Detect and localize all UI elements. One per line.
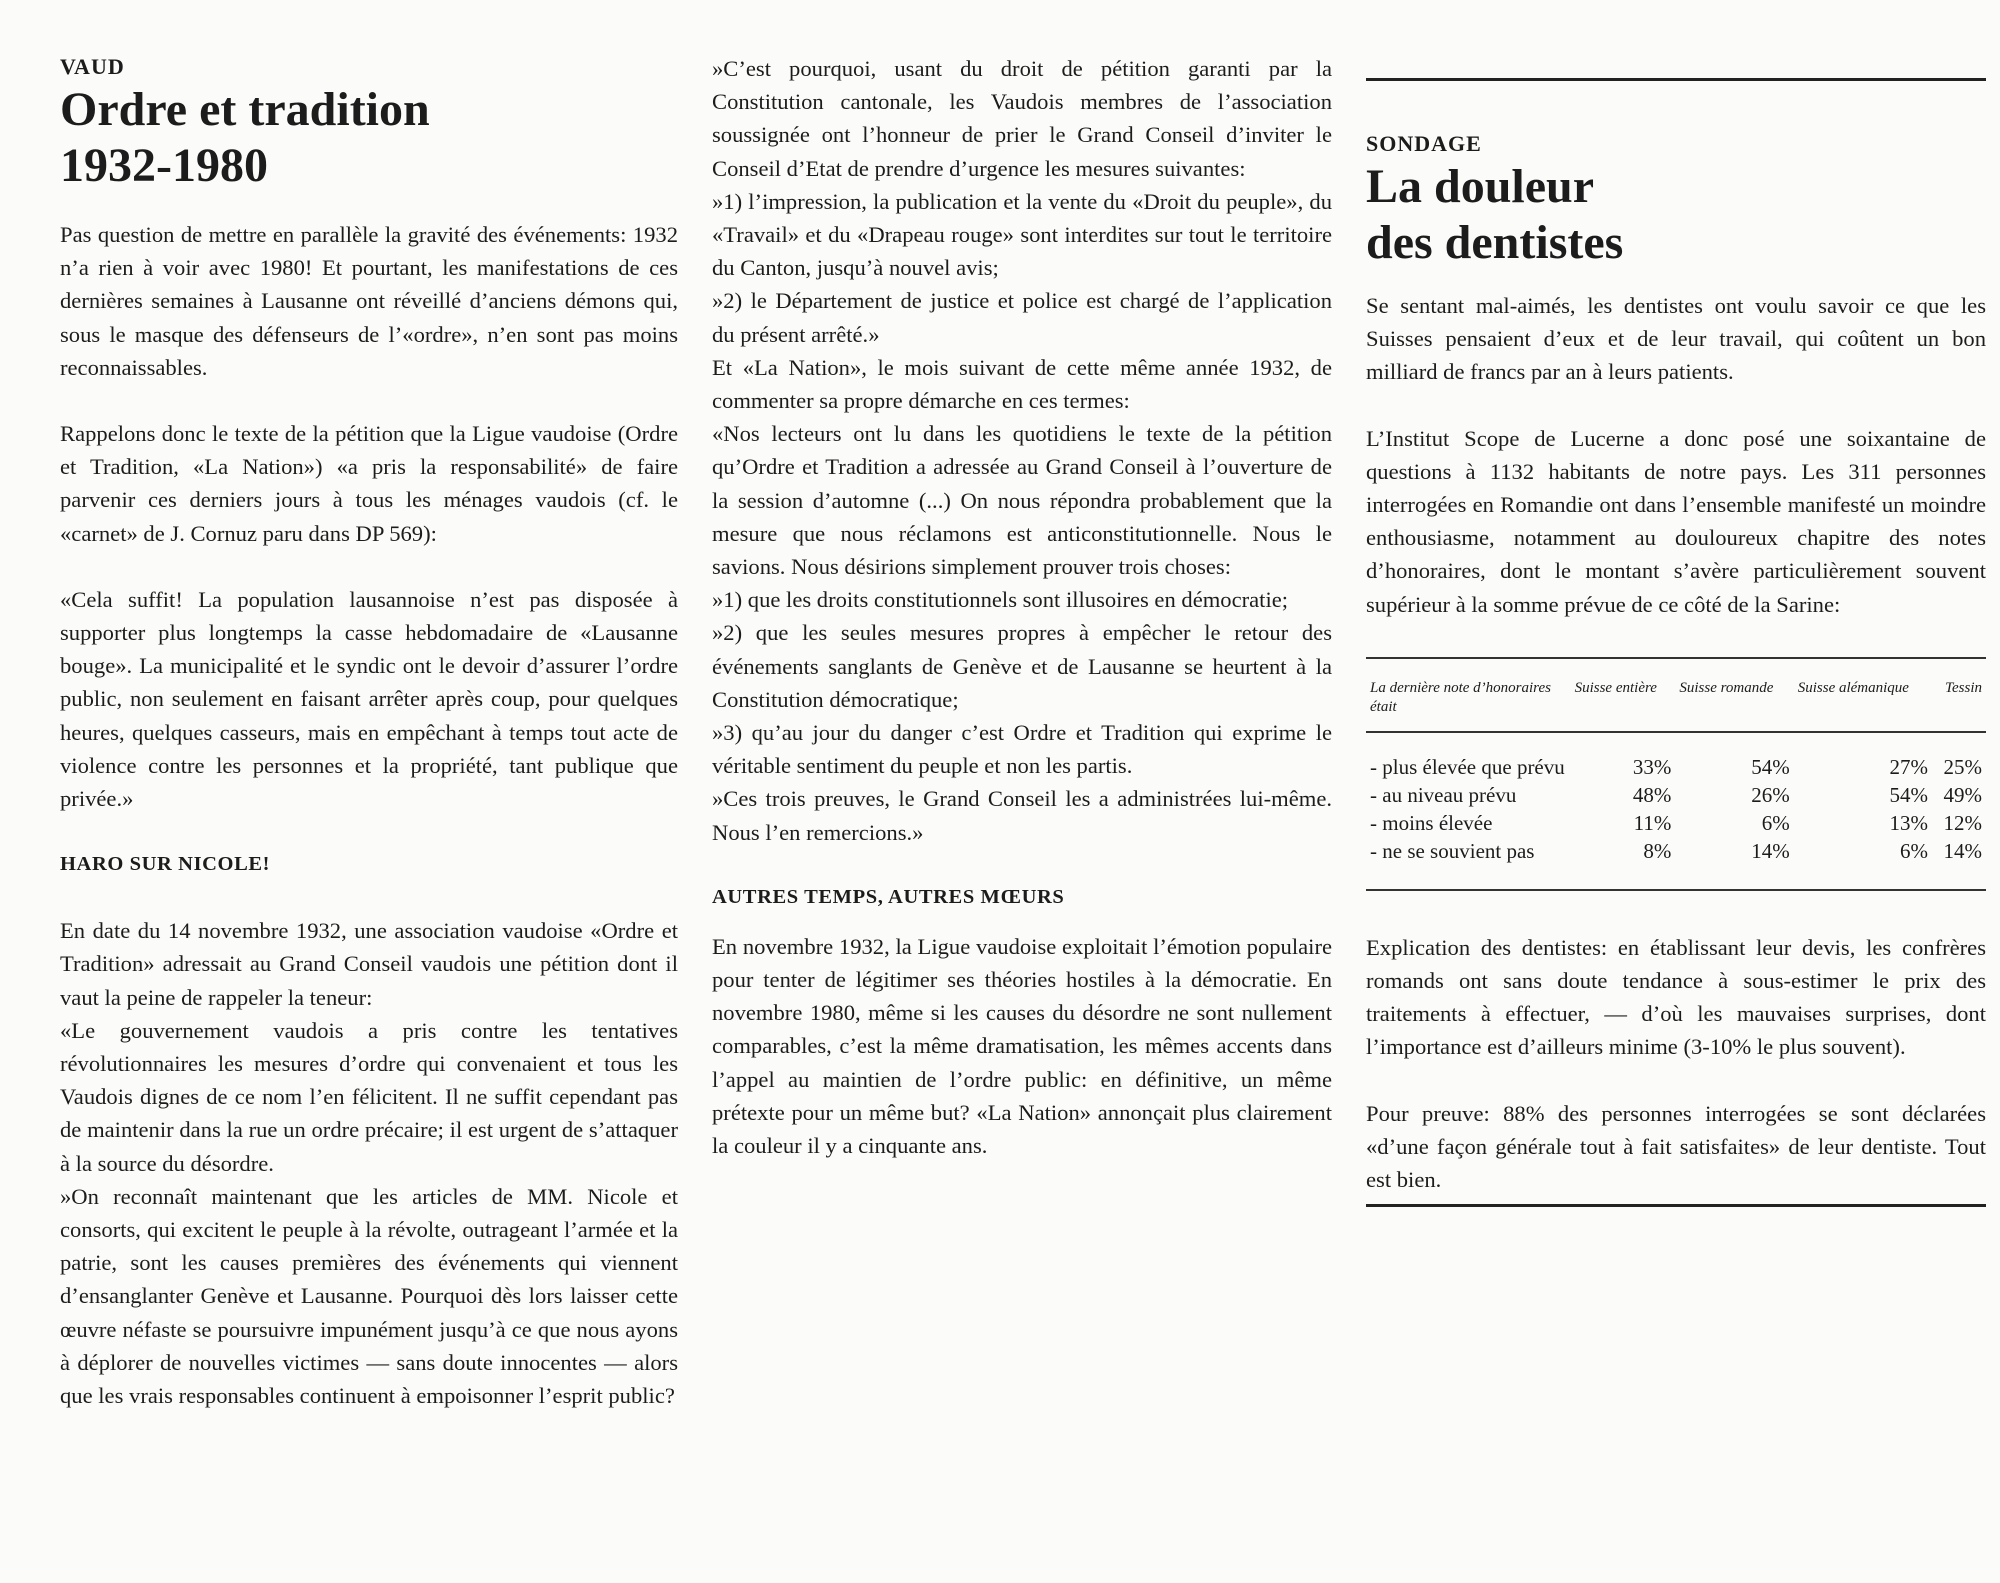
title-line-2: des dentistes [1366, 216, 1624, 269]
table-header-cell: Suisse entière [1571, 658, 1676, 732]
table-cell: 6% [1761, 810, 1790, 835]
table-header-cell: Tessin [1932, 658, 1986, 732]
paragraph: »2) que les seules mesures propres à empêcher le retour des événements sanglants de Genève et de Lausanne se heurtent à la Constitution démocratique; [712, 620, 1332, 712]
table-cell: 54% [1889, 782, 1929, 807]
table-cell: - au niveau prévu [1370, 782, 1517, 807]
table-row [1366, 837, 1986, 890]
section-kicker: VAUD [60, 54, 125, 79]
table-cell: - moins élevée [1370, 810, 1493, 835]
table-cell: 14% [1943, 838, 1982, 863]
paragraph: Explication des dentistes: en établissant leur devis, les confrères romands ont sans doute tendance à sous-estimer le prix des traitements à effectuer, — d’où les mauvaises surprises, dont l’importance est d’ailleurs minime (3-10% le plus souvent). [1366, 934, 1986, 1060]
table-cell: 6% [1900, 838, 1929, 863]
table-cell: 54% [1751, 754, 1790, 779]
table-header-cell: Suisse alémanique [1794, 658, 1932, 732]
paragraph: «Cela suffit! La population lausannoise n’est pas disposée à supporter plus longtemps la casse hebdomadaire de «Lausanne bouge». La municipalité et le syndic ont le devoir d’assurer l’ordre public, non seulement en faisant arrêter après coup, pour quelques heures, quelques casseurs, mais en empêchant à temps tout acte de violence contre les personnes et la propriété, tant publique que privée.» [60, 586, 678, 812]
paragraph: Pas question de mettre en parallèle la gravité des événements: 1932 n’a rien à voir avec 1980! Et pourtant, les manifestations de ces dernières semaines à Lausanne ont réveillé d’anciens démons qui, sous le masque des défenseurs de l’«ordre», n’en sont pas moins reconnaissables. [60, 222, 678, 380]
paragraph: »C’est pourquoi, usant du droit de pétition garanti par la Constitution cantonale, les Vaudois membres de l’association soussignée ont l’honneur de prier le Grand Conseil d’inviter le Conseil d’Etat de prendre d’urgence les mesures suivantes: [712, 56, 1332, 181]
paragraph: »3) qu’au jour du danger c’est Ordre et Tradition qui exprime le véritable sentiment du peuple et non les partis. [712, 720, 1332, 779]
table-cell: 14% [1751, 838, 1790, 863]
paragraph: »On reconnaît maintenant que les articles de MM. Nicole et consorts, qui excitent le peuple à la révolte, outrageant l’armée et la patrie, sont les causes premières des événements qui viennent d’ensanglanter Genève et Lausanne. Pourquoi dès lors laisser cette œuvre néfaste se poursuivre impunément jusqu’à ce que nous ayons à déplorer de nouvelles victimes — sans doute innocentes — alors que les vrais responsables continuent à empoisonner l’esprit public? [60, 1183, 678, 1409]
article-separator [1366, 78, 1986, 81]
table-cell: 48% [1632, 782, 1672, 807]
paragraph: Rappelons donc le texte de la pétition que la Ligue vaudoise (Ordre et Tradition, «La Nation») «a pris la responsabilité» de faire parvenir ces derniers jours à tous les ménages vaudois (cf. le «carnet» de J. Cornuz paru dans DP 569): [60, 421, 678, 546]
paragraph: »Ces trois preuves, le Grand Conseil les a administrées lui-même. Nous l’en remercions.» [712, 786, 1332, 845]
table-cell: - plus élevée que prévu [1370, 754, 1565, 779]
table-cell: 27% [1889, 754, 1929, 779]
table-cell: 49% [1943, 782, 1982, 807]
table-cell: 8% [1643, 838, 1672, 863]
section-kicker: SONDAGE [1366, 131, 1482, 156]
article-title [60, 82, 678, 194]
title-line-1: Ordre et tradition [60, 83, 430, 136]
paragraph: »1) que les droits constitutionnels sont illusoires en démocratie; [712, 587, 1289, 613]
paragraph: En date du 14 novembre 1932, une association vaudoise «Ordre et Tradition» adressait au Grand Conseil vaudois une pétition dont il vaut la peine de rappeler la teneur: [60, 918, 678, 1010]
title-line-2: 1932-1980 [60, 139, 268, 192]
subheading: HARO SUR NICOLE! [60, 853, 271, 876]
paragraph: Se sentant mal-aimés, les dentistes ont voulu savoir ce que les Suisses pensaient d’eux et de leur travail, qui coûtent un bon milliard de francs par an à leurs patients. [1366, 293, 1986, 385]
paragraph: »1) l’impression, la publication et la vente du «Droit du peuple», du «Travail» et du «Drapeau rouge» sont interdites sur tout le territoire du Canton, jusqu’à nouvel avis; [712, 188, 1332, 281]
table-cell: - ne se souvient pas [1370, 838, 1535, 863]
title-line-1: La douleur [1366, 160, 1595, 213]
column-3 [1366, 52, 1986, 1207]
table-cell: 33% [1632, 754, 1672, 779]
paragraph: L’Institut Scope de Lucerne a donc posé une soixantaine de questions à 1132 habitants de notre pays. Les 311 personnes interrogées en Romandie ont dans l’ensemble manifesté un moindre enthousiasme, notamment au douloureux chapitre des notes d’honoraires, dont le montant s’avère particulièrement souvent supérieur à la somme prévue de ce côté de la Sarine: [1366, 425, 1986, 617]
article-end-rule [1366, 1204, 1986, 1207]
article-title [1366, 159, 1986, 271]
table-cell: 25% [1943, 754, 1982, 779]
column-1 [60, 52, 678, 1412]
column-2 [712, 52, 1332, 1162]
table-cell: 13% [1889, 810, 1929, 835]
table-header-row [1366, 658, 1986, 732]
paragraph: «Nos lecteurs ont lu dans les quotidiens le texte de la pétition qu’Ordre et Tradition a adressée au Grand Conseil à l’ouverture de la session d’automne (...) On nous répondra probablement que la mesure que nous réclamons est anticonstitutionnelle. Nous le savions. Nous désirions simplement prouver trois choses: [712, 421, 1332, 580]
poll-table [1366, 657, 1986, 891]
table-cell: 26% [1751, 782, 1790, 807]
paragraph: Et «La Nation», le mois suivant de cette même année 1932, de commenter sa propre démarche en ces termes: [712, 354, 1332, 414]
paragraph: »2) le Département de justice et police est chargé de l’application du présent arrêté.» [712, 288, 1332, 347]
paragraph: «Le gouvernement vaudois a pris contre les tentatives révolutionnaires les mesures d’ordre qui convenaient et tous les Vaudois dignes de ce nom l’en félicitent. Il ne suffit cependant pas de maintenir dans la rue un ordre précaire; il est urgent de s’attaquer à la source du désordre. [60, 1017, 678, 1176]
table-row [1366, 781, 1986, 809]
table-row [1366, 809, 1986, 837]
paragraph: Pour preuve: 88% des personnes interrogées se sont déclarées «d’une façon générale tout à fait satisfaites» de leur dentiste. Tout est bien. [1366, 1100, 1986, 1193]
table-cell: 11% [1633, 810, 1672, 835]
paragraph: En novembre 1932, la Ligue vaudoise exploitait l’émotion populaire pour tenter de légitimer ses théories hostiles à la démocratie. En novembre 1980, même si les causes du désordre ne sont nullement comparables, c’est la même dramatisation, les mêmes accents dans l’appel au maintien de l’ordre public: en définitive, un même prétexte pour un même but? «La Nation» annonçait plus clairement la couleur il y a cinquante ans. [712, 933, 1332, 1159]
table-cell: 12% [1943, 810, 1982, 835]
table-row [1366, 732, 1986, 781]
table-header-cell: Suisse romande [1675, 658, 1793, 732]
table-header-cell: La dernière note d’honoraires était [1366, 658, 1571, 732]
subheading: AUTRES TEMPS, AUTRES MŒURS [712, 885, 1065, 908]
